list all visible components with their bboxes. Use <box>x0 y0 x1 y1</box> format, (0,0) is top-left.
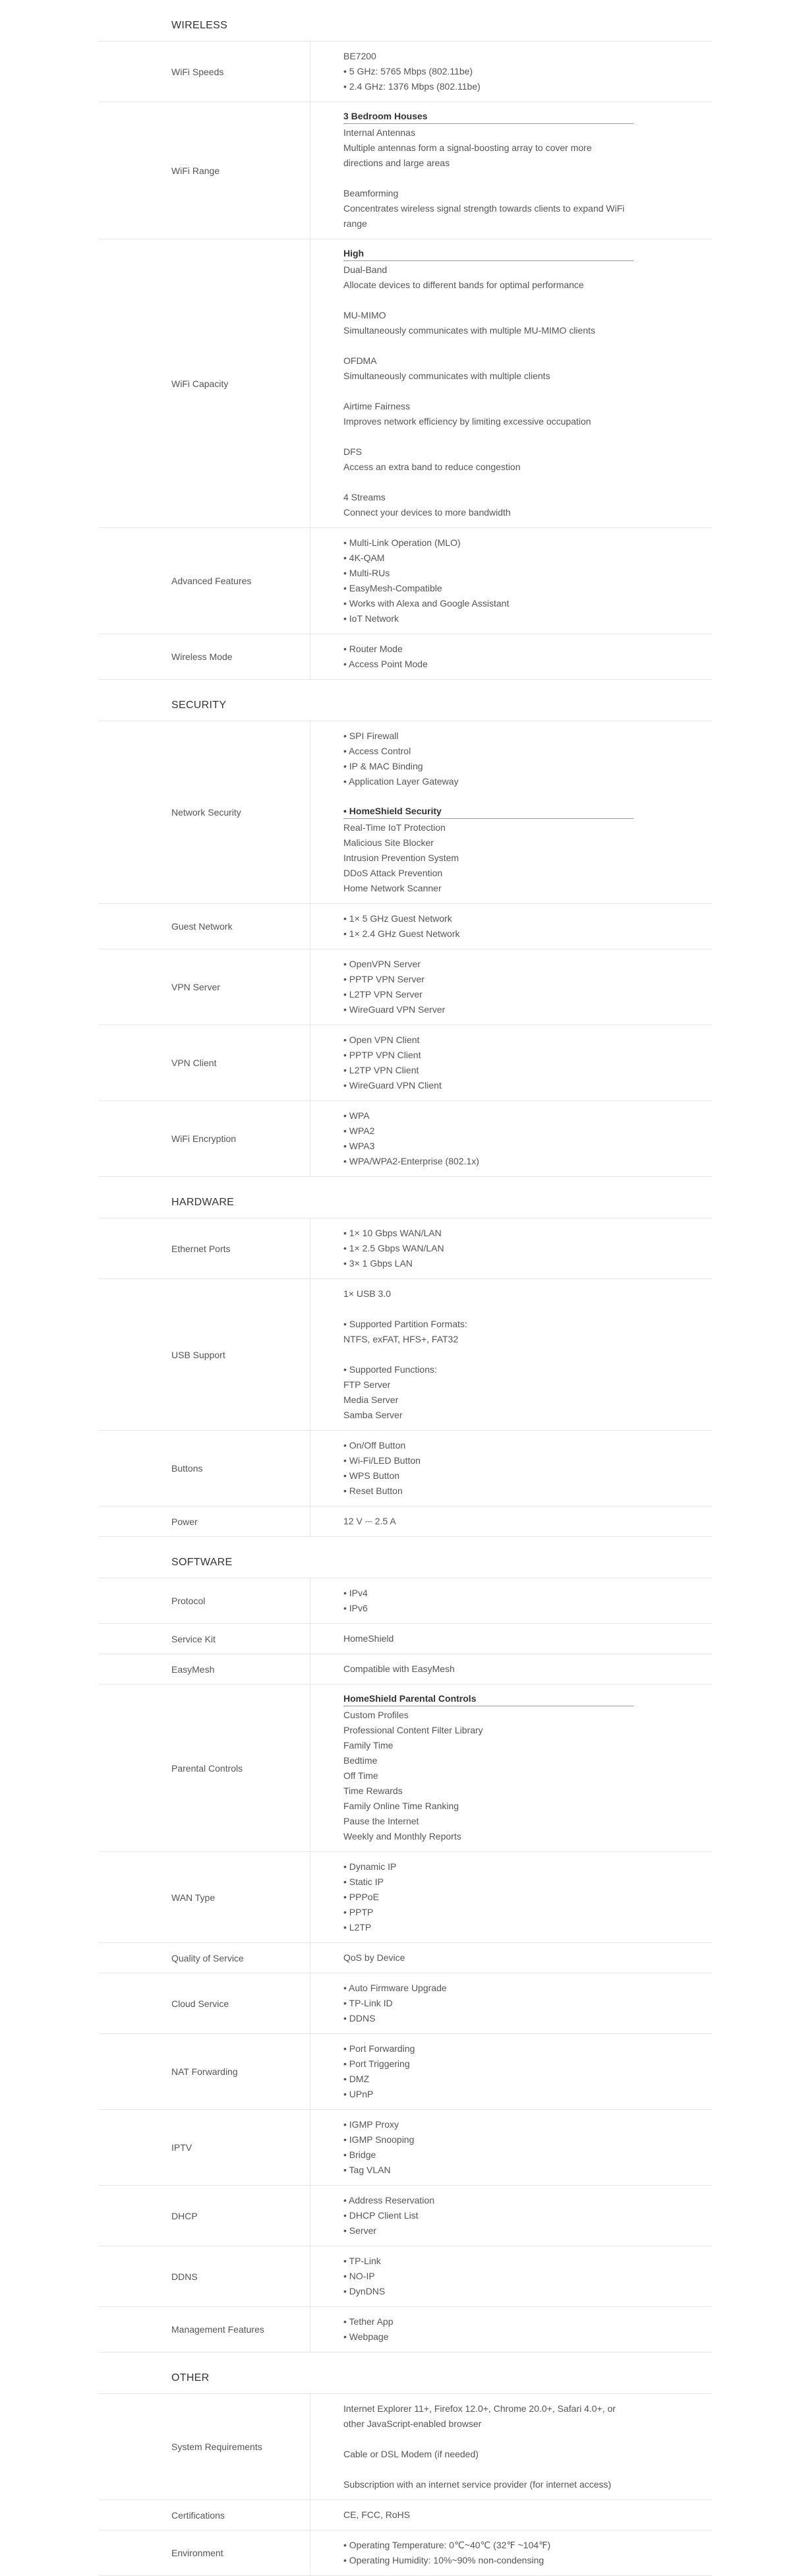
section-software <box>0 1537 791 2352</box>
bullet-item: • PPTP VPN Client <box>343 1048 633 1063</box>
spec-value <box>310 1218 712 1278</box>
spec-row-vpn-server <box>99 949 712 1025</box>
section-wireless <box>0 0 791 680</box>
spec-label: Quality of Service <box>171 1952 244 1963</box>
spec-value <box>310 1654 712 1684</box>
spacer <box>343 475 712 490</box>
spec-text: 1× USB 3.0 <box>343 1288 391 1299</box>
bullet-item: • Port Triggering <box>343 2056 633 2072</box>
spec-value <box>310 2307 712 2352</box>
spec-label: Environment <box>171 2548 223 2558</box>
bullet-item: • Access Point Mode <box>343 657 633 672</box>
bullet-item: • DynDNS <box>343 2284 633 2299</box>
spec-text: Real-Time IoT Protection <box>343 822 446 833</box>
spec-text: Pause the Internet <box>343 1816 419 1826</box>
spec-text: CE, FCC, RoHS <box>343 2509 411 2520</box>
spec-label: IPTV <box>171 2142 192 2153</box>
spec-text: Concentrates wireless signal strength towards clients to expand WiFi range <box>343 203 625 229</box>
spacer <box>343 789 712 804</box>
spec-row-nat-forwarding <box>99 2034 712 2110</box>
bullet-item: • TP-Link <box>343 2254 633 2269</box>
spec-label: Protocol <box>171 1596 206 1606</box>
spec-text: DFS <box>343 446 362 457</box>
bullet-item: • TP-Link ID <box>343 1996 633 2011</box>
spec-label: WiFi Capacity <box>171 378 229 389</box>
bullet-item: • Server <box>343 2223 633 2238</box>
section-title: SOFTWARE <box>99 1537 712 1578</box>
spec-value <box>310 1973 712 2033</box>
spec-text: HomeShield <box>343 1633 394 1644</box>
spec-label: Ethernet Ports <box>171 1243 231 1254</box>
spacer <box>343 293 712 308</box>
spec-subheading: 3 Bedroom Houses <box>343 109 633 124</box>
spec-text: Home Network Scanner <box>343 883 442 893</box>
spec-label: VPN Server <box>171 982 220 992</box>
spec-row-cloud-service <box>99 1973 712 2034</box>
section-hardware <box>0 1177 791 1537</box>
bullet-item: • L2TP <box>343 1920 633 1935</box>
bullet-item: • Auto Firmware Upgrade <box>343 1981 633 1996</box>
spec-row-environment <box>99 2531 712 2576</box>
spec-text: Off Time <box>343 1770 378 1781</box>
spec-row-wifi-encryption <box>99 1101 712 1177</box>
bullet-item: • 1× 2.4 GHz Guest Network <box>343 926 633 942</box>
spec-label: VPN Client <box>171 1058 217 1068</box>
bullet-item: • IoT Network <box>343 611 633 626</box>
bullet-item: • Wi-Fi/LED Button <box>343 1453 633 1468</box>
spec-text: Internal Antennas <box>343 127 415 138</box>
spec-text: Simultaneously communicates with multiple clients <box>343 371 550 381</box>
bullet-item: • OpenVPN Server <box>343 957 633 972</box>
spec-value <box>310 2034 712 2109</box>
bullet-item: • 1× 5 GHz Guest Network <box>343 911 633 926</box>
bullet-item: • Works with Alexa and Google Assistant <box>343 596 633 611</box>
spec-text: Internet Explorer 11+, Firefox 12.0+, Chrome 20.0+, Safari 4.0+, or other JavaScript-enabled browser <box>343 2403 616 2429</box>
spec-label: Buttons <box>171 1463 203 1474</box>
bullet-item: • PPTP <box>343 1905 633 1920</box>
bullet-item: • DMZ <box>343 2072 633 2087</box>
spec-value <box>310 1025 712 1100</box>
spec-row-power <box>99 1507 712 1537</box>
spec-value <box>310 1279 712 1430</box>
bullet-item: • Static IP <box>343 1874 633 1890</box>
spec-text: Beamforming <box>343 188 399 198</box>
bullet-item: • IPv6 <box>343 1601 633 1616</box>
spec-text: Time Rewards <box>343 1785 403 1796</box>
spec-row-iptv <box>99 2110 712 2186</box>
spec-row-protocol <box>99 1578 712 1624</box>
bullet-item: • 5 GHz: 5765 Mbps (802.11be) <box>343 64 633 79</box>
spacer <box>343 1347 712 1362</box>
spec-row-parental-controls <box>99 1685 712 1852</box>
spec-label: WiFi Speeds <box>171 66 224 77</box>
spec-text: Family Online Time Ranking <box>343 1801 459 1811</box>
spec-label: Parental Controls <box>171 1762 243 1774</box>
bullet-item: • Multi-Link Operation (MLO) <box>343 535 633 551</box>
spec-label: DHCP <box>171 2210 198 2221</box>
spec-text: Simultaneously communicates with multiple MU-MIMO clients <box>343 325 595 336</box>
spec-label: USB Support <box>171 1349 225 1360</box>
bullet-item: • Tether App <box>343 2314 633 2329</box>
spec-label: Wireless Mode <box>171 651 233 662</box>
bullet-item: • Multi-RUs <box>343 566 633 581</box>
bullet-item: • Operating Humidity: 10%~90% non-condensing <box>343 2553 633 2568</box>
spec-value <box>310 949 712 1025</box>
spec-row-easymesh <box>99 1654 712 1685</box>
spacer <box>343 171 712 186</box>
bullet-item: • IGMP Proxy <box>343 2117 633 2132</box>
bullet-item: • IGMP Snooping <box>343 2132 633 2147</box>
bullet-item: • Address Reservation <box>343 2193 633 2208</box>
section-title: OTHER <box>99 2352 712 2394</box>
spec-value <box>310 1431 712 1506</box>
bullet-item: • L2TP VPN Server <box>343 987 633 1002</box>
bullet-item: • PPTP VPN Server <box>343 972 633 987</box>
spec-value <box>310 102 712 239</box>
spec-text: FTP Server <box>343 1379 391 1390</box>
spec-text: Access an extra band to reduce congestion <box>343 462 521 472</box>
spec-text: Dual-Band <box>343 264 388 275</box>
bullet-item: • DHCP Client List <box>343 2208 633 2223</box>
bullet-item: • On/Off Button <box>343 1438 633 1453</box>
spec-label: Power <box>171 1516 198 1527</box>
spec-row-network-security <box>99 721 712 904</box>
spec-value <box>310 2110 712 2185</box>
bullet-item: • WPA/WPA2-Enterprise (802.1x) <box>343 1154 633 1169</box>
spec-label: WAN Type <box>171 1892 216 1903</box>
spec-text: Subscription with an internet service provider (for internet access) <box>343 2479 612 2490</box>
spec-value <box>310 721 712 903</box>
bullet-item: • WireGuard VPN Server <box>343 1002 633 1017</box>
spec-value <box>310 2500 712 2530</box>
spec-text: Samba Server <box>343 1410 403 1420</box>
spec-text: Malicious Site Blocker <box>343 837 434 848</box>
spec-text: Professional Content Filter Library <box>343 1725 483 1735</box>
bullet-item: • PPPoE <box>343 1890 633 1905</box>
spec-text: 4 Streams <box>343 492 386 502</box>
bullet-item: • 1× 2.5 Gbps WAN/LAN <box>343 1241 633 1256</box>
spec-text: NTFS, exFAT, HFS+, FAT32 <box>343 1334 459 1344</box>
bullet-item: • Webpage <box>343 2329 633 2345</box>
spec-text: Weekly and Monthly Reports <box>343 1831 461 1842</box>
bullet-item: • 3× 1 Gbps LAN <box>343 1256 633 1271</box>
spec-row-management-features <box>99 2307 712 2352</box>
spec-row-wifi-range <box>99 102 712 239</box>
spec-row-advanced-features <box>99 528 712 634</box>
spec-subheading: • HomeShield Security <box>343 804 633 819</box>
spec-value <box>310 2186 712 2246</box>
bullet-item: • Dynamic IP <box>343 1859 633 1874</box>
spec-row-wifi-capacity <box>99 239 712 528</box>
spec-value <box>310 1578 712 1623</box>
spec-text: Family Time <box>343 1740 394 1751</box>
bullet-item: • Application Layer Gateway <box>343 774 633 789</box>
spec-value <box>310 1852 712 1942</box>
spec-value <box>310 1943 712 1973</box>
section-title: WIRELESS <box>99 0 712 42</box>
spec-label: System Requirements <box>171 2441 262 2452</box>
spec-value <box>310 1624 712 1654</box>
spec-row-usb-support <box>99 1279 712 1431</box>
bullet-item: • Reset Button <box>343 1483 633 1499</box>
bullet-item: • 1× 10 Gbps WAN/LAN <box>343 1226 633 1241</box>
spec-value <box>310 904 712 949</box>
section-security <box>0 680 791 1177</box>
spec-text: Intrusion Prevention System <box>343 853 459 863</box>
spec-subheading: HomeShield Parental Controls <box>343 1692 633 1706</box>
spec-label: DDNS <box>171 2271 198 2282</box>
spec-value <box>310 2246 712 2306</box>
bullet-item: • 4K-QAM <box>343 551 633 566</box>
spec-label: NAT Forwarding <box>171 2066 238 2077</box>
spec-label: Cloud Service <box>171 1998 229 2009</box>
bullet-item: • SPI Firewall <box>343 729 633 744</box>
spec-row-service-kit <box>99 1624 712 1654</box>
spec-text: Connect your devices to more bandwidth <box>343 507 511 518</box>
spacer <box>343 2462 712 2477</box>
spec-text: DDoS Attack Prevention <box>343 868 443 878</box>
spec-value <box>310 2531 712 2575</box>
spec-row-dhcp <box>99 2186 712 2246</box>
spec-row-quality-of-service <box>99 1943 712 1973</box>
bullet-item: • WPA3 <box>343 1139 633 1154</box>
spec-text: Cable or DSL Modem (if needed) <box>343 2449 479 2459</box>
bullet-item: • WireGuard VPN Client <box>343 1078 633 1093</box>
spec-text: MU-MIMO <box>343 310 386 320</box>
spec-value <box>310 1685 712 1851</box>
spec-text: Airtime Fairness <box>343 401 411 411</box>
spec-label: WiFi Range <box>171 165 220 176</box>
spec-label: Advanced Features <box>171 576 252 586</box>
spacer <box>343 2432 712 2447</box>
bullet-item: • WPA <box>343 1108 633 1123</box>
spacer <box>343 384 712 399</box>
bullet-item: • Operating Temperature: 0℃~40℃ (32℉ ~104℉) <box>343 2538 633 2553</box>
bullet-item: • Supported Functions: <box>343 1362 633 1377</box>
spec-subheading: High <box>343 247 633 261</box>
spec-text: Improves network efficiency by limiting excessive occupation <box>343 416 591 427</box>
spec-label: Management Features <box>171 2324 264 2335</box>
spec-text: QoS by Device <box>343 1952 405 1963</box>
spec-row-wireless-mode <box>99 634 712 680</box>
bullet-item: • IPv4 <box>343 1586 633 1601</box>
spec-row-wifi-speeds <box>99 42 712 102</box>
spec-text: Bedtime <box>343 1755 378 1766</box>
spec-text: Allocate devices to different bands for optimal performance <box>343 280 584 290</box>
bullet-item: • Bridge <box>343 2147 633 2163</box>
bullet-item: • WPS Button <box>343 1468 633 1483</box>
spec-row-buttons <box>99 1431 712 1507</box>
section-title: HARDWARE <box>99 1177 712 1218</box>
spec-row-ddns <box>99 2246 712 2307</box>
spec-value <box>310 42 712 102</box>
spec-row-guest-network <box>99 904 712 949</box>
spec-text: Custom Profiles <box>343 1710 409 1720</box>
bullet-item: • Open VPN Client <box>343 1033 633 1048</box>
spacer <box>343 1302 712 1317</box>
bullet-item: • 2.4 GHz: 1376 Mbps (802.11be) <box>343 79 633 94</box>
spec-value <box>310 239 712 527</box>
bullet-item: • EasyMesh-Compatible <box>343 581 633 596</box>
bullet-item: • IP & MAC Binding <box>343 759 633 774</box>
spec-label: Guest Network <box>171 921 233 932</box>
spec-label: Network Security <box>171 807 241 818</box>
spacer <box>343 338 712 353</box>
spec-value <box>310 2394 712 2500</box>
spec-text: 12 V ⎓ 2.5 A <box>343 1516 396 1526</box>
spec-value <box>310 634 712 679</box>
bullet-item: • WPA2 <box>343 1123 633 1139</box>
spec-row-system-requirements <box>99 2394 712 2500</box>
spec-row-vpn-client <box>99 1025 712 1101</box>
spec-value <box>310 528 712 634</box>
section-other <box>0 2352 791 2576</box>
section-title: SECURITY <box>99 680 712 721</box>
spec-value <box>310 1101 712 1176</box>
spec-row-ethernet-ports <box>99 1218 712 1279</box>
spec-label: WiFi Encryption <box>171 1133 237 1144</box>
spec-text: OFDMA <box>343 355 377 366</box>
bullet-item: • UPnP <box>343 2087 633 2102</box>
bullet-item: • L2TP VPN Client <box>343 1063 633 1078</box>
spec-value <box>310 1507 712 1536</box>
bullet-item: • DDNS <box>343 2011 633 2026</box>
bullet-item: • Tag VLAN <box>343 2163 633 2178</box>
spacer <box>343 429 712 444</box>
bullet-item: • Port Forwarding <box>343 2041 633 2056</box>
spec-label: Certifications <box>171 2509 225 2521</box>
spec-label: EasyMesh <box>171 1663 215 1675</box>
spec-row-certifications <box>99 2500 712 2531</box>
spec-row-wan-type <box>99 1852 712 1943</box>
spec-text: BE7200 <box>343 51 376 61</box>
bullet-item: • Supported Partition Formats: <box>343 1317 633 1332</box>
bullet-item: • Access Control <box>343 744 633 759</box>
spec-label: Service Kit <box>171 1633 216 1644</box>
spec-text: Multiple antennas form a signal-boosting array to cover more directions and large areas <box>343 142 592 168</box>
bullet-item: • NO-IP <box>343 2269 633 2284</box>
bullet-item: • Router Mode <box>343 642 633 657</box>
spec-text: Media Server <box>343 1394 399 1405</box>
spec-text: Compatible with EasyMesh <box>343 1663 455 1674</box>
